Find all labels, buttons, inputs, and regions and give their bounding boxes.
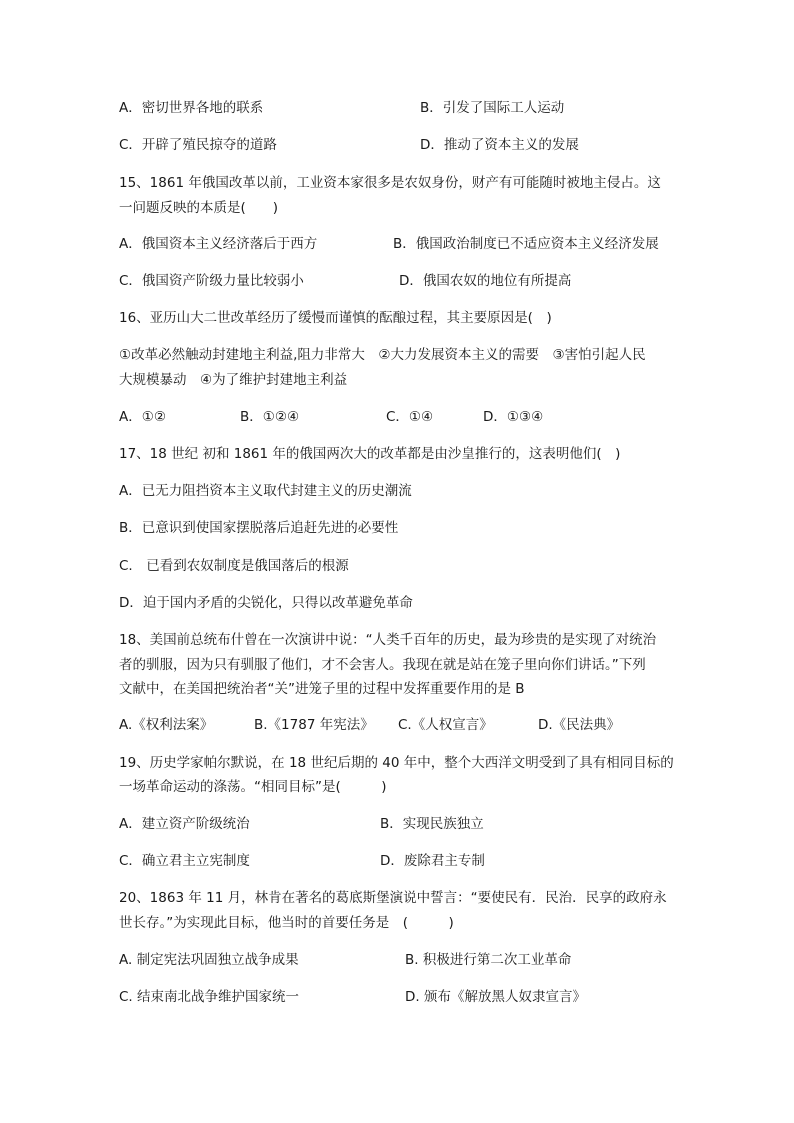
q16-stem: 16、亚历山大二世改革经历了缓慢而谨慎的酝酿过程，其主要原因是( ): [119, 310, 552, 326]
q20-option-c: C. 结束南北战争维护国家统一: [119, 989, 300, 1005]
q19-stem-line1: 19、历史学家帕尔默说，在 18 世纪后期的 40 年中，整个大西洋文明受到了具有相同目标的: [119, 755, 674, 771]
q19-option-d: D．废除君主专制: [380, 853, 485, 869]
q20-stem-line1: 20、1863 年 11 月，林肯在著名的葛底斯堡演说中誓言：“要使民有．民治．民享的政府永: [119, 890, 667, 906]
q18-option-d: D.《民法典》: [538, 717, 621, 733]
q16-option-b: B．①②④: [240, 409, 300, 425]
q16-items-line2: 大规模暴动 ④为了维护封建地主利益: [119, 372, 348, 388]
q19-option-c: C．确立君主立宪制度: [119, 853, 250, 869]
q20-option-b: B. 积极进行第二次工业革命: [405, 952, 572, 968]
q17-stem: 17、18 世纪 初和 1861 年的俄国两次大的改革都是由沙皇推行的，这表明他们( ): [119, 446, 621, 462]
q16-items-line1: ①改革必然触动封建地主利益,阻力非常大 ②大力发展资本主义的需要 ③害怕引起人民: [119, 347, 646, 363]
q19-option-a: A．建立资产阶级统治: [119, 816, 250, 832]
q16-option-c: C．①④: [386, 409, 434, 425]
q19-option-b: B．实现民族独立: [380, 816, 484, 832]
q16-option-a: A．①②: [119, 409, 166, 425]
q14-option-a: A．密切世界各地的联系: [119, 100, 264, 116]
q15-stem-line1: 15、1861 年俄国改革以前，工业资本家很多是农奴身份，财产有可能随时被地主侵占。这: [119, 175, 661, 191]
q17-option-d: D．迫于国内矛盾的尖锐化，只得以改革避免革命: [119, 595, 413, 611]
q14-option-c: C．开辟了殖民掠夺的道路: [119, 137, 277, 153]
q17-option-b: B．已意识到使国家摆脱落后追赶先进的必要性: [119, 520, 399, 536]
q18-stem-line1: 18、美国前总统布什曾在一次演讲中说：“人类千百年的历史，最为珍贵的是实现了对统治: [119, 632, 657, 648]
q20-option-d: D. 颁布《解放黑人奴隶宣言》: [405, 989, 586, 1005]
q18-option-c: C.《人权宣言》: [398, 717, 493, 733]
q14-option-d: D．推动了资本主义的发展: [420, 137, 579, 153]
q18-stem-line2: 者的驯服，因为只有驯服了他们，才不会害人。我现在就是站在笼子里向你们讲话。”下列: [119, 657, 646, 673]
q14-option-b: B．引发了国际工人运动: [420, 100, 565, 116]
q20-option-a: A. 制定宪法巩固独立战争成果: [119, 952, 299, 968]
q18-option-b: B.《1787 年宪法》: [254, 717, 374, 733]
q18-option-a: A.《权利法案》: [119, 717, 214, 733]
q20-stem-line2: 世长存。”为实现此目标，他当时的首要任务是 ( ): [119, 915, 454, 931]
q15-option-a: A．俄国资本主义经济落后于西方: [119, 236, 318, 252]
q16-option-d: D．①③④: [483, 409, 544, 425]
q17-option-c: C. 已看到农奴制度是俄国落后的根源: [119, 558, 349, 574]
q18-stem-line3: 文献中，在美国把统治者“关”进笼子里的过程中发挥重要作用的是 B: [119, 681, 525, 697]
q19-stem-line2: 一场革命运动的涤荡。“相同目标”是( ): [119, 779, 387, 795]
q15-option-c: C．俄国资产阶级力量比较弱小: [119, 273, 304, 289]
q15-option-b: B．俄国政治制度已不适应资本主义经济发展: [393, 236, 659, 252]
q15-option-d: D．俄国农奴的地位有所提高: [399, 273, 572, 289]
q15-stem-line2: 一问题反映的本质是( ): [119, 200, 279, 216]
q17-option-a: A．已无力阻挡资本主义取代封建主义的历史潮流: [119, 483, 412, 499]
